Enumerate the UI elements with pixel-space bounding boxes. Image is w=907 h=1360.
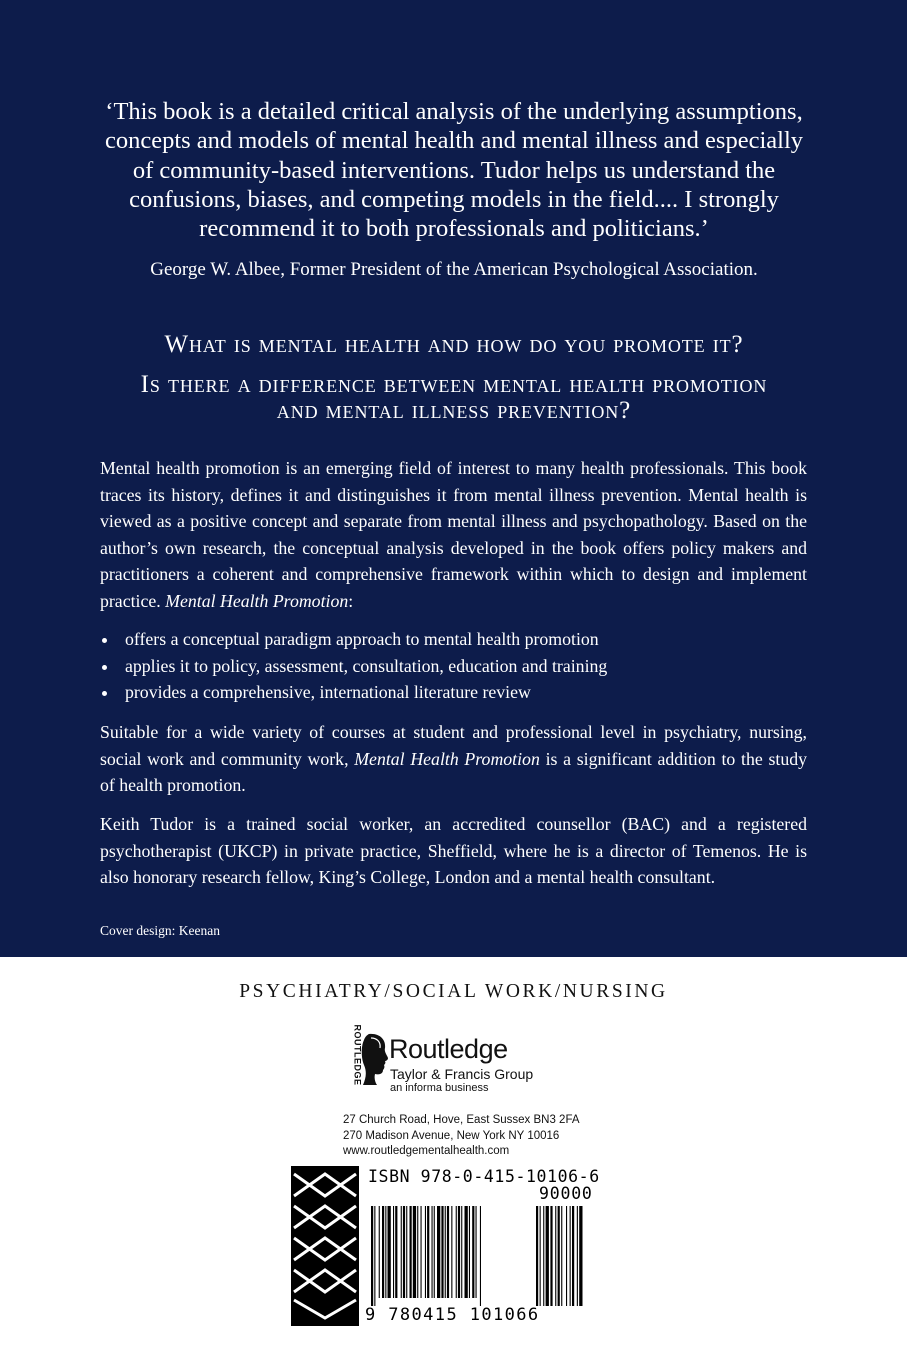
barcode-bar (434, 1206, 435, 1298)
barcode-addon-bar (579, 1206, 582, 1306)
barcode-bar (461, 1206, 462, 1298)
intro-book-title: Mental Health Promotion (165, 590, 349, 611)
barcode-addon-bar (546, 1206, 549, 1306)
barcode-bar (401, 1206, 402, 1298)
barcode-bar (432, 1206, 433, 1298)
barcode-addon-bar (543, 1206, 544, 1306)
barcode-bar (456, 1206, 457, 1298)
barcode-bar (406, 1206, 407, 1298)
barcode-addon-bar (572, 1206, 574, 1306)
list-item: offers a conceptual paradigm approach to mental health promotion (100, 626, 807, 653)
barcode-bar (469, 1206, 470, 1298)
publisher-group: Taylor & Francis Group (390, 1066, 534, 1082)
intro-colon: : (348, 590, 354, 611)
barcode-addon-bar (550, 1206, 552, 1306)
barcode-bar (382, 1206, 384, 1298)
feature-list (100, 626, 807, 706)
address-line: 270 Madison Avenue, New York NY 10016 (343, 1129, 560, 1142)
suitable-post-text: is a significant addition to the study of health promotion. (100, 748, 807, 795)
routledge-profile-icon (359, 1032, 389, 1086)
cover-credit: Cover design: Keenan (100, 923, 220, 938)
barcode-bar (421, 1206, 422, 1298)
publisher-subtitle: an informa business (390, 1082, 489, 1094)
barcode-bar (410, 1206, 412, 1298)
isbn-text: ISBN 978-0-415-10106-6 (368, 1167, 600, 1186)
barcode-addon-bar (536, 1206, 538, 1306)
question-mental-health: What is mental health and how do you promote it? (164, 331, 744, 358)
barcode-bar (388, 1206, 391, 1298)
barcode-bar (371, 1206, 373, 1306)
question-difference-line1: Is there a difference between mental health promotion (140, 371, 768, 398)
barcode-bar (427, 1206, 429, 1298)
barcode-bar (374, 1206, 375, 1306)
publisher-name: Routledge (389, 1034, 508, 1064)
barcode-bar (472, 1206, 474, 1298)
barcode-bar (385, 1206, 386, 1298)
barcode-addon-bar (570, 1206, 571, 1306)
barcode-bar (379, 1206, 380, 1298)
author-bio: Keith Tudor is a trained social worker, an accredited counsellor (BAC) and a registered psychotherapist (UKCP) in private practice, Sheffield, where he is a director of Temenos. He is also honorary research fellow, King’s College, London and a mental health consultant. (100, 814, 807, 887)
description-suitable (100, 719, 807, 799)
barcode-bar (413, 1206, 416, 1298)
barcode-block (291, 1166, 613, 1326)
barcode-bar (417, 1206, 418, 1298)
barcode-bar (445, 1206, 446, 1298)
endorsement-attribution: George W. Albee, Former President of the American Psychological Association. (150, 259, 758, 280)
barcode-bar (480, 1206, 481, 1306)
question-difference-line2: and mental illness prevention? (276, 397, 632, 424)
barcode-bar (451, 1206, 452, 1298)
address-line: 27 Church Road, Hove, East Sussex BN3 2FA (343, 1114, 580, 1126)
publisher-logo (343, 1024, 563, 1094)
barcode-bar (465, 1206, 468, 1298)
barcode-bar (476, 1206, 477, 1298)
ean-number: 9 780415 101066 (365, 1305, 540, 1325)
barcode-bar (425, 1206, 426, 1298)
publisher-address (343, 1113, 580, 1160)
barcode-addon-bar (558, 1206, 560, 1306)
barcode-addon-bar (540, 1206, 541, 1306)
intro-text: Mental health promotion is an emerging field of interest to many health professionals. This book traces its history, defines it and distinguishes it from mental illness prevention. Mental health is viewed as a positive concept and separate from mental illness and psychopathology. Based on the author’s own research, the conceptual analysis developed in the book offers policy makers and practitioners a coherent and comprehensive framework within which to design and implement practice. (100, 458, 807, 611)
barcode-bar (403, 1206, 405, 1298)
subject-category: PSYCHIATRY/SOCIAL WORK/NURSING (239, 981, 668, 1002)
barcode-bar (437, 1206, 440, 1298)
endorsement-quote: ‘This book is a detailed critical analysis of the underlying assumptions, concepts and models of mental health and mental illness and especially of community-based interventions. Tudor helps us understand the confusions, biases, and competing models in the field.... I strongly recommend it to both professionals and politicians.’ (104, 98, 804, 243)
logo-side-label: ROUTLEDGE (352, 1024, 363, 1086)
barcode-addon-bar (566, 1206, 567, 1306)
barcode-bar (395, 1206, 397, 1298)
suitable-pre-text: Suitable for a wide variety of courses at student and professional level in psychiatry, nursing, social work and community work, (100, 722, 807, 769)
description-intro (100, 455, 807, 614)
lattice-emblem-icon (291, 1166, 359, 1326)
barcode-bar (393, 1206, 394, 1298)
barcode-addon-bar (561, 1206, 562, 1306)
barcode-bar (441, 1206, 443, 1298)
barcode-bar (447, 1206, 449, 1298)
suitable-book-title: Mental Health Promotion (354, 748, 540, 769)
list-item: applies it to policy, assessment, consultation, education and training (100, 653, 807, 680)
barcode-addon-bar (555, 1206, 556, 1306)
barcode-addon-bar (577, 1206, 578, 1306)
barcode-bar (458, 1206, 460, 1298)
price-addon-code: 90000 (539, 1184, 593, 1203)
list-item: provides a comprehensive, international literature review (100, 679, 807, 706)
website-link[interactable]: www.routledgementalhealth.com (343, 1145, 510, 1157)
ean-barcode (371, 1206, 611, 1306)
